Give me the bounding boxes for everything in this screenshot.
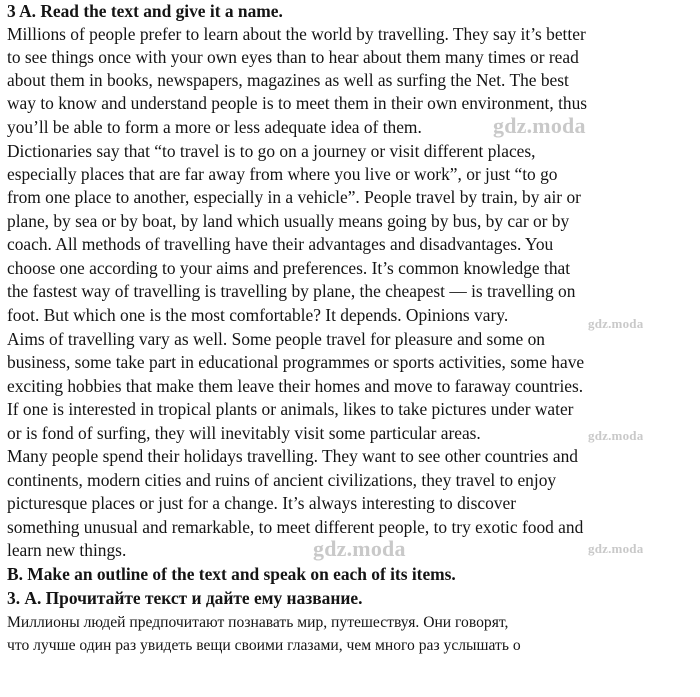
text-line: learn new things. (7, 540, 127, 560)
text-line: from one place to another, especially in a vehicle”. People travel by train, by air or (7, 187, 581, 207)
text-line: Aims of travelling vary as well. Some people travel for pleasure and some on (7, 329, 545, 349)
text-line: Millions of people prefer to learn about the world by travelling. They say it’s better (7, 24, 586, 44)
watermark: gdz.moda (313, 536, 406, 561)
text-line: coach. All methods of travelling have their advantages and disadvantages. You (7, 234, 554, 254)
text-line: way to know and understand people is to meet them in their own environment, thus (7, 93, 588, 113)
task-a-ru-heading: 3. А. Прочитайте текст и дайте ему название. (7, 588, 363, 608)
text-line: continents, modern cities and ruins of ancient civilizations, they travel to enjoy (7, 470, 557, 490)
text-line: Many people spend their holidays travelling. They want to see other countries and (7, 446, 579, 466)
ru-text-line: Миллионы людей предпочитают познавать мир, путешествуя. Они говорят, (7, 614, 509, 631)
text-line: business, some take part in educational programmes or sports activities, some have (7, 352, 585, 372)
watermark: gdz.moda (493, 113, 586, 138)
text-line: Dictionaries say that “to travel is to go on a journey or visit different places, (7, 141, 536, 161)
text-line: If one is interested in tropical plants or animals, likes to take pictures under water (7, 399, 574, 419)
text-line: you’ll be able to form a more or less adequate idea of them. (7, 117, 422, 137)
text-line: foot. But which one is the most comfortable? It depends. Opinions vary. (7, 305, 509, 325)
watermark: gdz.moda (588, 428, 644, 443)
text-line: the fastest way of travelling is travelling by plane, the cheapest — is travelling on (7, 281, 576, 301)
watermark: gdz.moda (588, 541, 644, 556)
text-line: to see things once with your own eyes than to hear about them many times or read (7, 47, 579, 67)
text-line: something unusual and remarkable, to meet different people, to try exotic food and (7, 517, 584, 537)
text-line: especially places that are far away from where you live or work”, or just “to go (7, 164, 558, 184)
task-a-heading: 3 A. Read the text and give it a name. (7, 1, 283, 21)
ru-text-line: что лучше один раз увидеть вещи своими глазами, чем много раз услышать о (7, 637, 521, 654)
task-b-instruction: B. Make an outline of the text and speak on each of its items. (7, 564, 456, 584)
text-line: picturesque places or just for a change. It’s always interesting to discover (7, 493, 516, 513)
text-line: choose one according to your aims and preferences. It’s common knowledge that (7, 258, 571, 278)
watermark: gdz.moda (588, 316, 644, 331)
text-line: exciting hobbies that make them leave their homes and move to faraway countries. (7, 376, 584, 396)
text-line: plane, by sea or by boat, by land which usually means going by bus, by car or by (7, 211, 570, 231)
text-line: or is fond of surfing, they will inevitably visit some particular areas. (7, 423, 481, 443)
text-line: about them in books, newspapers, magazines as well as surfing the Net. The best (7, 70, 569, 90)
